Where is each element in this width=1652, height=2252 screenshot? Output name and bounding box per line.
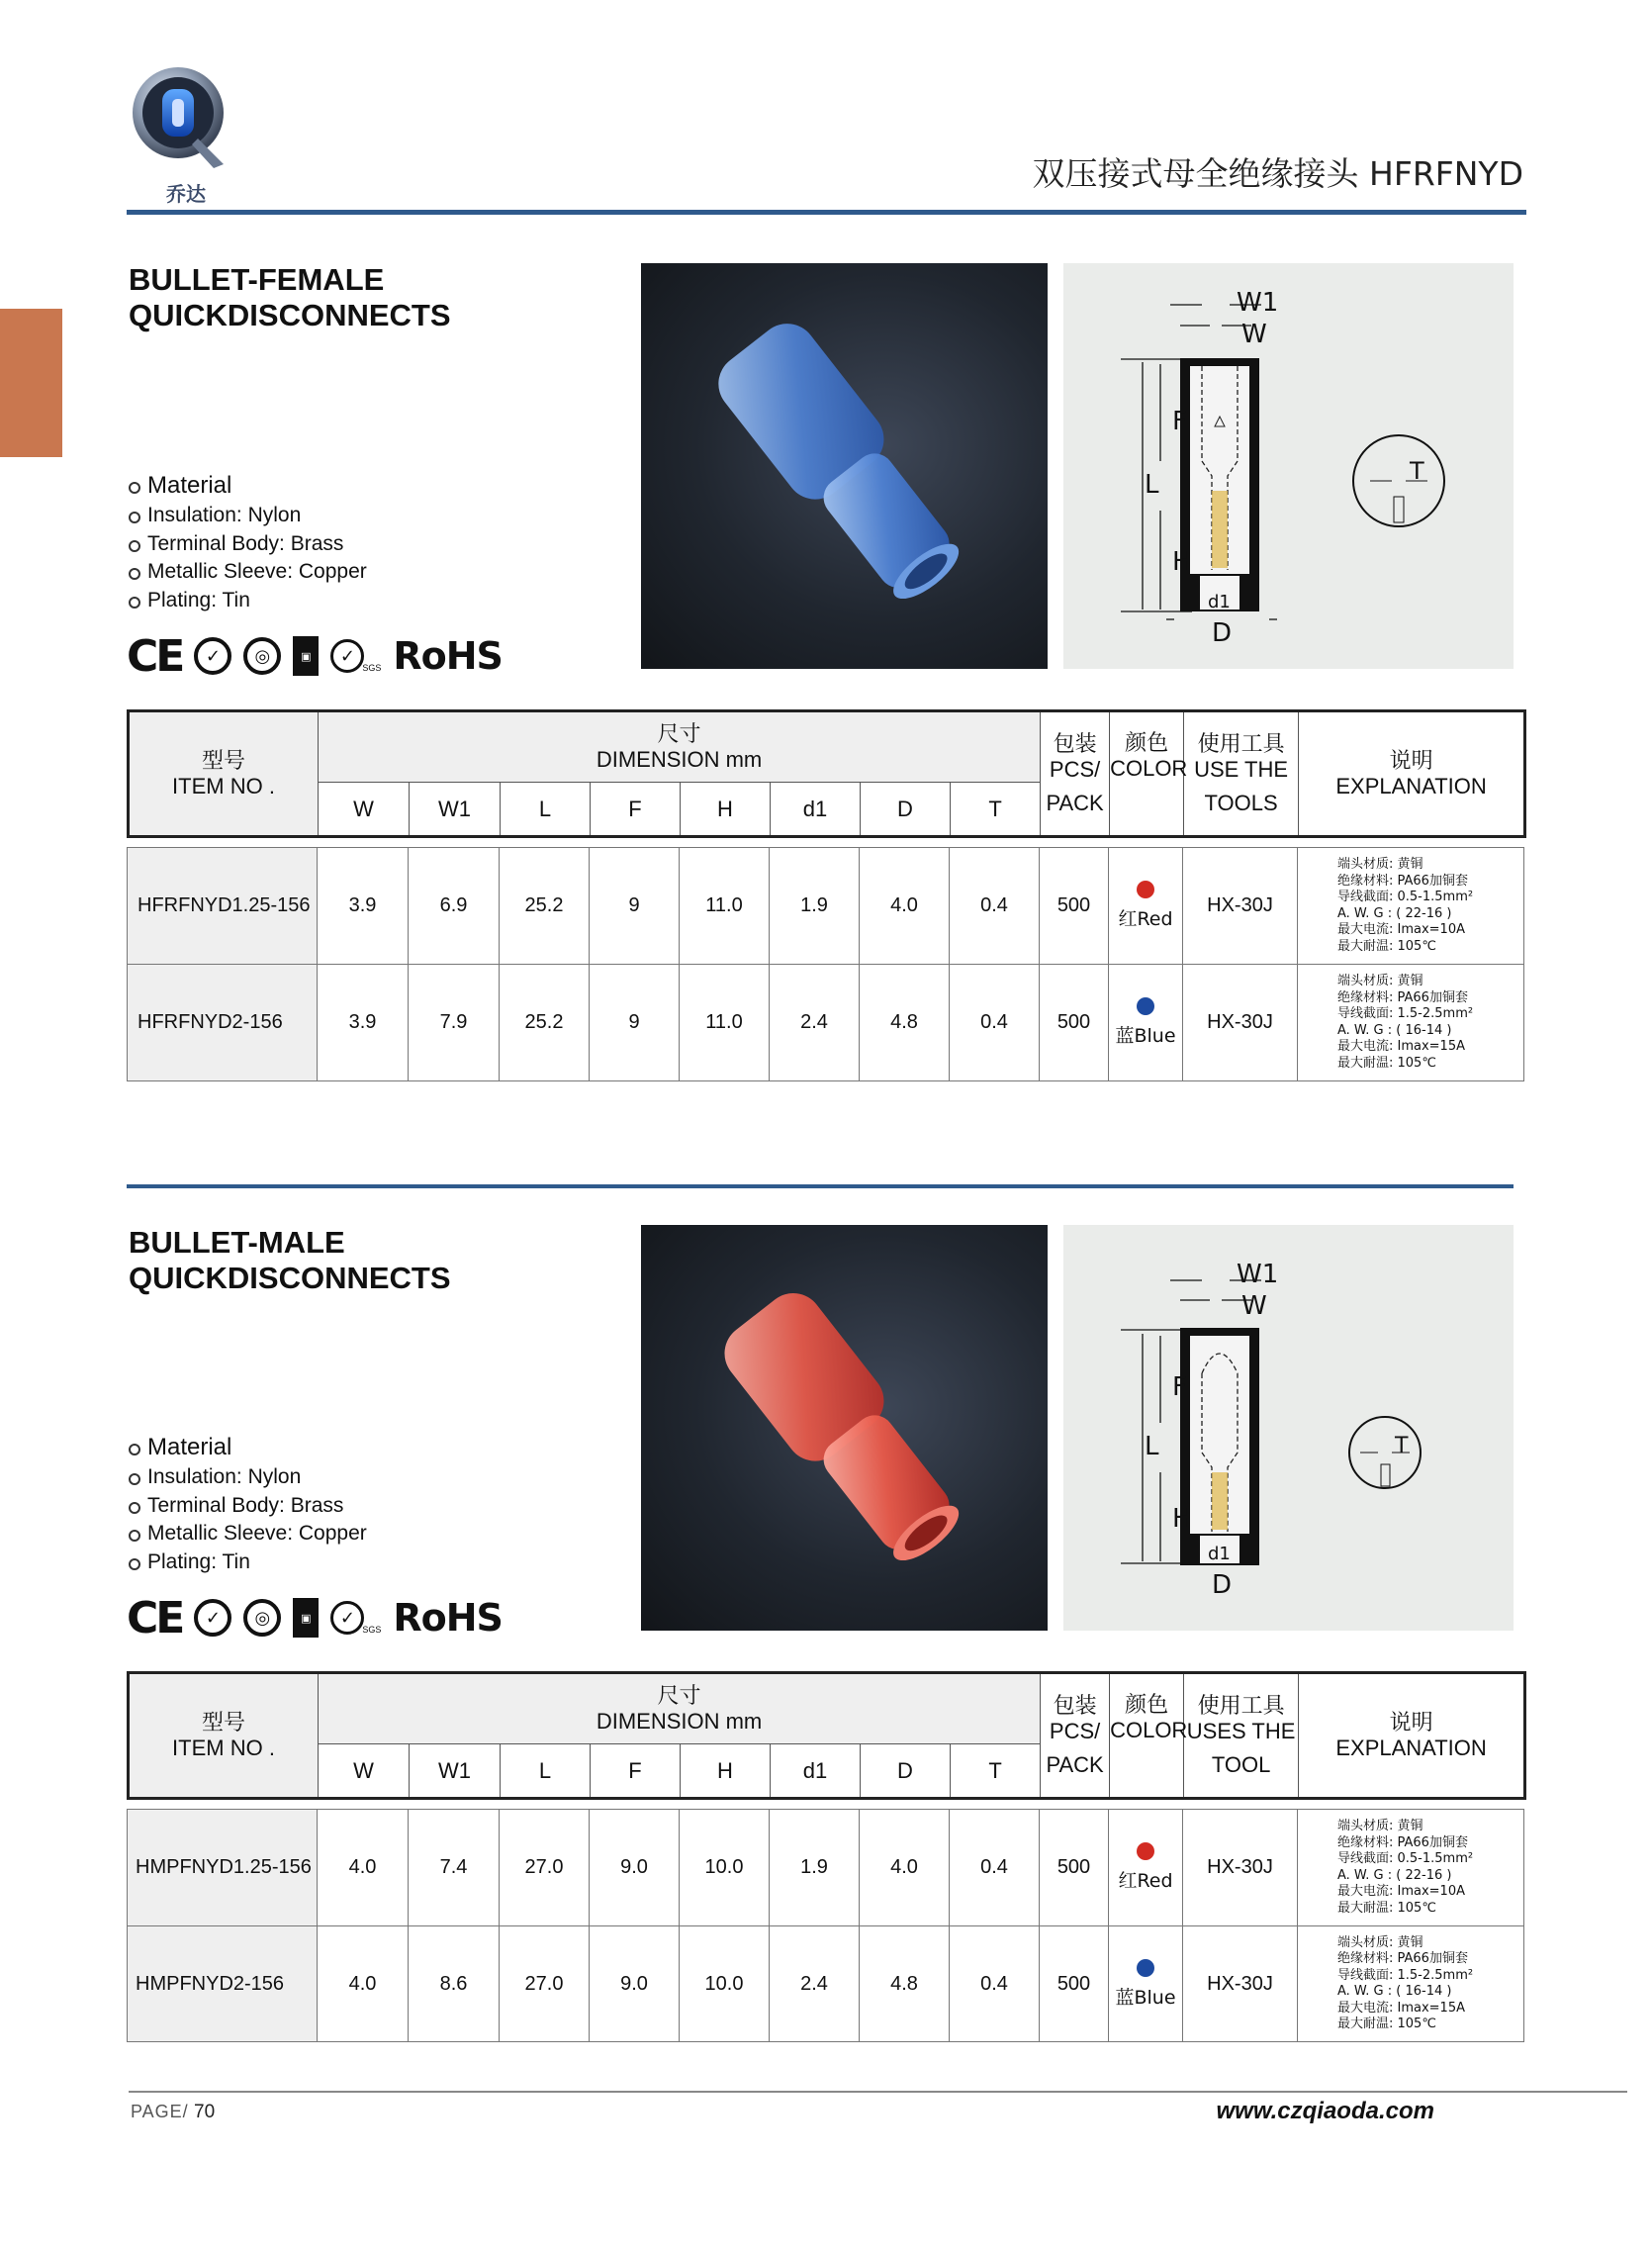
dimension-header-cn: 尺寸	[657, 721, 701, 746]
section-1-dimension-drawing	[1063, 263, 1514, 669]
material-item: Terminal Body: Brass	[129, 530, 367, 559]
val-d1: 1.9	[770, 1810, 860, 1926]
label-w: W	[1241, 1291, 1267, 1321]
section-2-table-body	[127, 1809, 1524, 2042]
col-d: D	[861, 783, 951, 837]
val-color	[1109, 965, 1183, 1081]
page-title: 双压接式母全绝缘接头 HFRFNYD	[1032, 154, 1523, 193]
pack-header-en2: PACK	[1046, 791, 1104, 815]
col-l: L	[501, 1744, 591, 1799]
label-t: T	[1395, 1434, 1409, 1458]
expl-line: 最大耐温: 105℃	[1337, 2017, 1436, 2031]
val-explanation	[1298, 848, 1524, 965]
val-d1: 2.4	[770, 965, 860, 1081]
val-w1: 7.9	[409, 965, 500, 1081]
label-w1: W1	[1237, 288, 1279, 318]
sgs-label: SGS	[362, 663, 382, 673]
pack-header-en1: PCS/	[1049, 757, 1101, 782]
val-w: 4.0	[318, 1810, 409, 1926]
col-d1: d1	[771, 1744, 861, 1799]
material-item: Plating: Tin	[129, 587, 367, 615]
val-d1: 2.4	[770, 1926, 860, 2042]
val-explanation	[1298, 1810, 1524, 1926]
dimension-header	[319, 1673, 1041, 1744]
label-h: H	[1172, 1504, 1192, 1534]
val-w1: 8.6	[409, 1926, 500, 2042]
material-heading: Material	[129, 1432, 367, 1463]
header-rule	[127, 210, 1526, 215]
dimension-header	[319, 711, 1041, 783]
expl-line: 最大电流: Imax=10A	[1337, 922, 1465, 937]
tool-header-cn: 使用工具	[1197, 1693, 1285, 1718]
ce-mark: CE	[127, 1592, 183, 1643]
color-label: 红Red	[1118, 908, 1173, 930]
material-item: Insulation: Nylon	[129, 1463, 367, 1492]
col-h: H	[681, 783, 771, 837]
tool-header-en2: TOOLS	[1204, 791, 1278, 815]
logo-text: 乔达	[166, 182, 206, 206]
col-h: H	[681, 1744, 771, 1799]
col-f: F	[591, 1744, 681, 1799]
table-row	[128, 1810, 1524, 1926]
col-f: F	[591, 783, 681, 837]
label-f: F	[1172, 1372, 1187, 1402]
val-t: 0.4	[950, 848, 1040, 965]
label-d1: d1	[1208, 592, 1231, 612]
val-explanation	[1298, 1926, 1524, 2042]
label-l: L	[1145, 1432, 1159, 1461]
val-w: 4.0	[318, 1926, 409, 2042]
item-no: HFRFNYD1.25-156	[128, 848, 318, 965]
cert-quality-icon: ▣	[293, 1598, 319, 1638]
col-l: L	[501, 783, 591, 837]
label-l: L	[1145, 470, 1159, 500]
section-2-dimension-drawing	[1063, 1225, 1514, 1631]
cert-check-icon: ✓	[194, 637, 231, 675]
expl-line: 端头材质: 黄铜	[1337, 1819, 1423, 1833]
footer-rule	[129, 2091, 1627, 2093]
pack-header-en2: PACK	[1046, 1752, 1104, 1777]
val-w1: 7.4	[409, 1810, 500, 1926]
cert-ccc-icon: ◎	[243, 1599, 281, 1637]
item-no-header	[129, 1673, 319, 1799]
expl-line: 绝缘材料: PA66加铜套	[1337, 1834, 1468, 1850]
val-l: 27.0	[500, 1810, 590, 1926]
pack-header-en1: PCS/	[1049, 1719, 1101, 1743]
val-h: 11.0	[680, 848, 770, 965]
section-divider-rule	[127, 1184, 1514, 1188]
val-t: 0.4	[950, 1810, 1040, 1926]
val-tool: HX-30J	[1183, 1810, 1298, 1926]
col-d: D	[861, 1744, 951, 1799]
expl-line: 绝缘材料: PA66加铜套	[1337, 873, 1468, 889]
dimension-header-en: DIMENSION mm	[596, 747, 763, 772]
explanation-header-cn: 说明	[1389, 748, 1433, 773]
material-heading: Material	[129, 470, 367, 502]
col-w1: W1	[410, 1744, 501, 1799]
expl-line: 最大电流: Imax=15A	[1337, 2000, 1465, 2016]
pack-header	[1041, 1673, 1110, 1799]
item-no: HMPFNYD1.25-156	[128, 1810, 318, 1926]
expl-line: 导线截面: 1.5-2.5mm²	[1337, 1006, 1474, 1021]
val-l: 25.2	[500, 848, 590, 965]
blue-bullet-connector-image	[641, 263, 1048, 669]
val-f: 9	[590, 965, 680, 1081]
val-pack: 500	[1040, 1926, 1109, 2042]
company-logo	[129, 61, 237, 210]
expl-line: A. W. G : ( 22-16 )	[1337, 905, 1452, 921]
col-w1: W1	[410, 783, 501, 837]
expl-line: A. W. G : ( 22-16 )	[1337, 1867, 1452, 1883]
label-d: D	[1212, 618, 1233, 648]
item-no: HMPFNYD2-156	[128, 1926, 318, 2042]
expl-line: 绝缘材料: PA66加铜套	[1337, 989, 1468, 1005]
page-number: 70	[194, 2102, 216, 2122]
item-header-en: ITEM NO .	[172, 774, 275, 798]
expl-line: A. W. G : ( 16-14 )	[1337, 1022, 1452, 1038]
label-t: T	[1410, 457, 1424, 485]
table-row	[128, 1926, 1524, 2042]
color-header-en: COLOR	[1110, 756, 1188, 781]
val-tool: HX-30J	[1183, 965, 1298, 1081]
material-item: Terminal Body: Brass	[129, 1492, 367, 1521]
val-tool: HX-30J	[1183, 1926, 1298, 2042]
rohs-mark: RoHS	[393, 1596, 503, 1640]
explanation-header-cn: 说明	[1389, 1710, 1433, 1735]
val-f: 9.0	[590, 1810, 680, 1926]
section-2-title-line2: QUICKDISCONNECTS	[129, 1261, 451, 1295]
val-explanation	[1298, 965, 1524, 1081]
cert-ccc-icon: ◎	[243, 637, 281, 675]
color-header	[1110, 1673, 1188, 1799]
color-header-cn: 颜色	[1125, 1692, 1169, 1717]
sgs-label: SGS	[362, 1625, 382, 1635]
section-2-material-list	[129, 1432, 367, 1576]
dimension-header-en: DIMENSION mm	[596, 1709, 763, 1734]
expl-line: 最大耐温: 105℃	[1337, 938, 1436, 954]
section-1-title-line2: QUICKDISCONNECTS	[129, 298, 451, 332]
red-bullet-connector-image	[641, 1225, 1048, 1631]
expl-line: 端头材质: 黄铜	[1337, 857, 1423, 872]
material-item: Metallic Sleeve: Copper	[129, 1520, 367, 1548]
section-2-product-photo	[641, 1225, 1048, 1631]
tool-header-en1: USES THE	[1186, 1719, 1296, 1743]
item-header-cn: 型号	[201, 748, 245, 773]
table-row	[128, 965, 1524, 1081]
website-url: www.czqiaoda.com	[1216, 2098, 1434, 2124]
val-w: 3.9	[318, 848, 409, 965]
page-label: PAGE/	[131, 2102, 189, 2121]
val-d: 4.8	[860, 965, 950, 1081]
val-w1: 6.9	[409, 848, 500, 965]
expl-line: 最大电流: Imax=15A	[1337, 1039, 1465, 1054]
item-header-cn: 型号	[201, 1710, 245, 1735]
val-l: 27.0	[500, 1926, 590, 2042]
material-item: Plating: Tin	[129, 1548, 367, 1577]
val-f: 9	[590, 848, 680, 965]
val-color	[1109, 1926, 1183, 2042]
item-header-en: ITEM NO .	[172, 1736, 275, 1760]
explanation-header-en: EXPLANATION	[1335, 774, 1487, 798]
material-item: Metallic Sleeve: Copper	[129, 558, 367, 587]
item-no-header	[129, 711, 319, 837]
section-1-cert-row	[127, 631, 503, 681]
col-t: T	[951, 1744, 1041, 1799]
color-label: 蓝Blue	[1115, 1025, 1176, 1047]
tool-header-cn: 使用工具	[1197, 731, 1285, 756]
expl-line: 最大电流: Imax=10A	[1337, 1884, 1465, 1899]
label-f: F	[1172, 407, 1187, 436]
tool-header-en2: TOOL	[1211, 1752, 1271, 1777]
explanation-header	[1299, 1673, 1525, 1799]
val-d: 4.8	[860, 1926, 950, 2042]
expl-line: 最大耐温: 105℃	[1337, 1055, 1436, 1071]
table-row	[128, 848, 1524, 965]
explanation-header-en: EXPLANATION	[1335, 1736, 1487, 1760]
tool-header	[1184, 711, 1299, 837]
val-color	[1109, 848, 1183, 965]
val-t: 0.4	[950, 965, 1040, 1081]
ce-mark: CE	[127, 630, 183, 682]
chapter-side-tab	[0, 309, 62, 457]
explanation-header	[1299, 711, 1525, 837]
val-w: 3.9	[318, 965, 409, 1081]
label-w1: W1	[1237, 1260, 1279, 1289]
val-h: 10.0	[680, 1810, 770, 1926]
label-d1: d1	[1208, 1544, 1231, 1564]
color-header-cn: 颜色	[1125, 730, 1169, 755]
label-d: D	[1212, 1570, 1233, 1600]
cert-check-icon: ✓	[194, 1599, 231, 1637]
section-2-cert-row	[127, 1593, 503, 1642]
expl-line: 端头材质: 黄铜	[1337, 1934, 1423, 1950]
col-d1: d1	[771, 783, 861, 837]
val-pack: 500	[1040, 848, 1109, 965]
blue-dot-icon	[1137, 997, 1154, 1015]
pack-header-cn: 包装	[1053, 1693, 1097, 1718]
col-t: T	[951, 783, 1041, 837]
sgs-check-icon: ✓	[330, 1601, 364, 1635]
expl-line: 最大耐温: 105℃	[1337, 1900, 1436, 1916]
label-h: H	[1172, 547, 1192, 577]
item-no: HFRFNYD2-156	[128, 965, 318, 1081]
dimension-header-cn: 尺寸	[657, 1683, 701, 1708]
expl-line: 导线截面: 0.5-1.5mm²	[1337, 1851, 1474, 1866]
val-t: 0.4	[950, 1926, 1040, 2042]
blue-dot-icon	[1137, 1959, 1154, 1977]
color-label: 蓝Blue	[1115, 1986, 1176, 2009]
val-pack: 500	[1040, 965, 1109, 1081]
section-2-title-line1: BULLET-MALE	[129, 1225, 345, 1260]
color-header-en: COLOR	[1110, 1718, 1188, 1742]
val-d: 4.0	[860, 848, 950, 965]
section-2-title	[129, 1225, 451, 1296]
tool-header	[1184, 1673, 1299, 1799]
expl-line: 端头材质: 黄铜	[1337, 974, 1423, 988]
section-1-material-list	[129, 470, 367, 614]
section-2-table-header	[127, 1671, 1526, 1800]
cert-quality-icon: ▣	[293, 636, 319, 676]
male-connector-diagram	[1063, 1225, 1514, 1631]
pack-header	[1041, 711, 1110, 837]
val-d: 4.0	[860, 1810, 950, 1926]
val-h: 10.0	[680, 1926, 770, 2042]
col-w: W	[319, 783, 410, 837]
val-l: 25.2	[500, 965, 590, 1081]
color-label: 红Red	[1118, 1870, 1173, 1892]
pack-header-cn: 包装	[1053, 731, 1097, 756]
sgs-check-icon: ✓	[330, 639, 364, 673]
val-h: 11.0	[680, 965, 770, 1081]
section-1-title-line1: BULLET-FEMALE	[129, 262, 385, 297]
expl-line: 绝缘材料: PA66加铜套	[1337, 1951, 1468, 1966]
val-tool: HX-30J	[1183, 848, 1298, 965]
section-1-table-header	[127, 709, 1526, 838]
color-header	[1110, 711, 1188, 837]
val-d1: 1.9	[770, 848, 860, 965]
section-1-product-photo	[641, 263, 1048, 669]
section-1-table-body	[127, 847, 1524, 1081]
col-w: W	[319, 1744, 410, 1799]
tool-header-en1: USE THE	[1194, 757, 1289, 782]
expl-line: 导线截面: 1.5-2.5mm²	[1337, 1967, 1474, 1983]
material-item: Insulation: Nylon	[129, 502, 367, 530]
val-pack: 500	[1040, 1810, 1109, 1926]
rohs-mark: RoHS	[393, 634, 503, 678]
female-connector-diagram	[1063, 263, 1514, 669]
label-w: W	[1241, 320, 1267, 349]
section-1-title	[129, 262, 451, 333]
red-dot-icon	[1137, 1842, 1154, 1860]
expl-line: 导线截面: 0.5-1.5mm²	[1337, 890, 1474, 904]
val-f: 9.0	[590, 1926, 680, 2042]
val-color	[1109, 1810, 1183, 1926]
expl-line: A. W. G : ( 16-14 )	[1337, 1984, 1452, 1999]
red-dot-icon	[1137, 881, 1154, 898]
